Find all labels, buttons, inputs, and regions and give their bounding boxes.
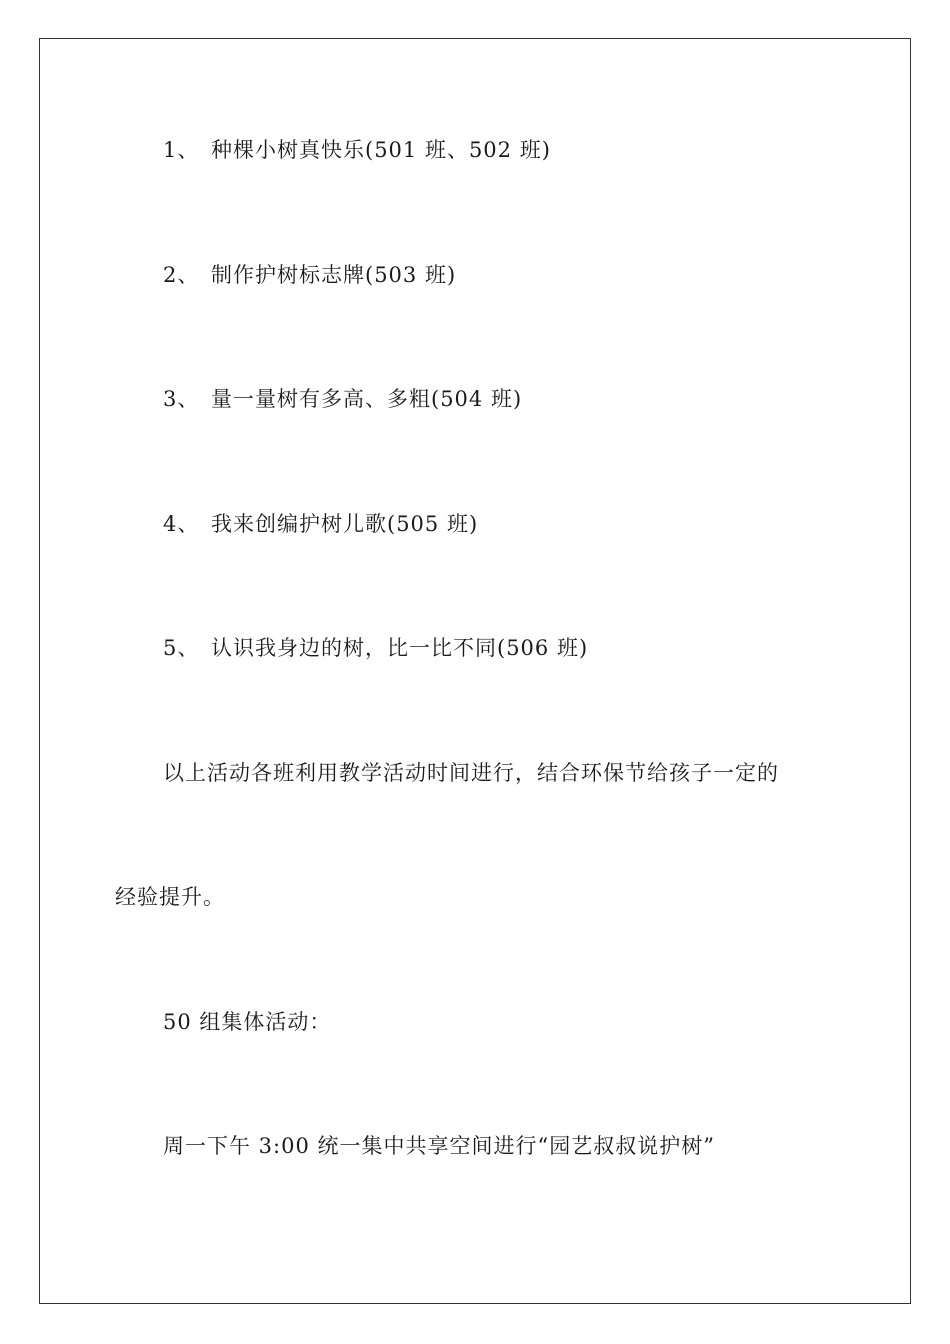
item-number: 3、 [163,387,200,411]
item-text: 我来创编护树儿歌(505 班) [211,512,479,536]
item-text: 认识我身边的树，比一比不同(506 班) [211,636,589,660]
item-text: 种棵小树真快乐(501 班、502 班) [211,138,551,162]
group-heading: 50 组集体活动： [163,1010,332,1034]
list-item-3 [163,385,522,413]
item-number: 2、 [163,263,200,287]
paragraph-line-2: 经验提升。 [115,885,225,909]
list-item-2 [163,261,456,289]
item-number: 5、 [163,636,200,660]
group-activity: 周一下午 3:00 统一集中共享空间进行“园艺叔叔说护树” [163,1134,715,1158]
list-item-5 [163,634,588,662]
list-item-4 [163,510,478,538]
item-text: 量一量树有多高、多粗(504 班) [211,387,523,411]
page-border [39,38,911,1304]
paragraph-line-1: 以上活动各班利用教学活动时间进行，结合环保节给孩子一定的 [163,761,779,785]
item-text: 制作护树标志牌(503 班) [211,263,457,287]
list-item-1 [163,136,551,164]
item-number: 4、 [163,512,200,536]
item-number: 1、 [163,138,200,162]
